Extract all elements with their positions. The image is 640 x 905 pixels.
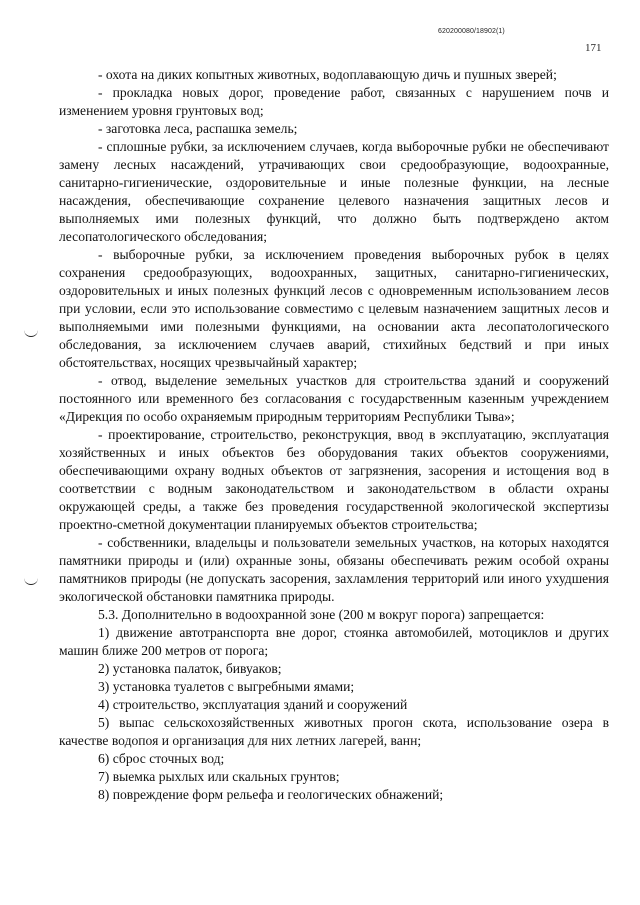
list-item-2: 2) установка палаток, бивуаков; bbox=[98, 661, 282, 676]
list-item-5: 5) выпас сельскохозяйственных животных прогон скота, использование озера в качестве водопоя и организация для них летних лагерей, ванн; bbox=[59, 715, 609, 748]
binding-hole-mark bbox=[24, 328, 38, 337]
section-5-3-heading: 5.3. Дополнительно в водоохранной зоне (200 м вокруг порога) запрещается: bbox=[98, 607, 545, 622]
paragraph-roads: - прокладка новых дорог, проведение работ, связанных с нарушением почв и изменением уровня грунтовых вод; bbox=[59, 85, 609, 118]
page-number: 171 bbox=[585, 42, 602, 54]
list-item-3: 3) установка туалетов с выгребными ямами; bbox=[98, 679, 355, 694]
list-item-1: 1) движение автотранспорта вне дорог, стоянка автомобилей, мотоциклов и других машин ближе 200 метров от порога; bbox=[59, 625, 609, 658]
paragraph-logging: - заготовка леса, распашка земель; bbox=[98, 121, 298, 136]
list-item-8: 8) повреждение форм рельефа и геологических обнажений; bbox=[98, 787, 444, 802]
list-item-6: 6) сброс сточных вод; bbox=[98, 751, 225, 766]
binding-hole-mark bbox=[24, 576, 38, 585]
paragraph-land-allocation: - отвод, выделение земельных участков для строительства зданий и сооружений постоянного или временного без согласования с государственным казенным учреждением «Дирекция по особо охраняемым природным территориям Республики Тыва»; bbox=[59, 373, 609, 424]
paragraph-owners-obligations: - собственники, владельцы и пользователи земельных участков, на которых находятся памятники природы и (или) охранные зоны, обязаны обеспечивать режим особой охраны памятников природы (не допускать засорения, захламления территорий или иного ухудшения экологической обстановки памятника природы. bbox=[59, 535, 609, 604]
paragraph-hunting: - охота на диких копытных животных, водоплавающую дичь и пушных зверей; bbox=[98, 67, 557, 82]
paragraph-clear-cutting: - сплошные рубки, за исключением случаев, когда выборочные рубки не обеспечивают замену лесных насаждений, утрачивающих свои средообразующие, водоохранные, санитарно-гигиенические, оздоровительные и иные полезные функции, на лесные насаждения, обеспечивающие сохранение целевого назначения защитных лесов и выполняемых ими полезных функций, что должно быть подтверждено актом лесопатологического обследования; bbox=[59, 139, 609, 244]
list-item-4: 4) строительство, эксплуатация зданий и сооружений bbox=[98, 697, 408, 712]
document-id: 620200080/18902(1) bbox=[438, 28, 505, 35]
paragraph-construction: - проектирование, строительство, реконструкция, ввод в эксплуатацию, эксплуатация хозяйственных и иных объектов без оборудования таких объектов сооружениями, обеспечивающими охрану водных объектов от загрязнения, засорения и истощения вод в соответствии с водным законодательством и законодательством в области охраны окружающей среды, а также без проведения государственной экологической экспертизы проектно-сметной документации планируемых объектов строительства; bbox=[59, 427, 609, 532]
document-body bbox=[59, 66, 609, 804]
paragraph-selective-cutting: - выборочные рубки, за исключением проведения выборочных рубок в целях сохранения средообразующих, водоохранных, защитных, санитарно-гигиенических, оздоровительных и иных полезных функций лесов с одновременным использованием лесов при условии, если это использование совместимо с целевым назначением защитных лесов и выполняемыми ими полезными функциями, на основании акта лесопатологического обследования, за исключением случаев аварий, стихийных бедствий и при иных обстоятельствах, носящих чрезвычайный характер; bbox=[59, 247, 609, 370]
list-item-7: 7) выемка рыхлых или скальных грунтов; bbox=[98, 769, 340, 784]
